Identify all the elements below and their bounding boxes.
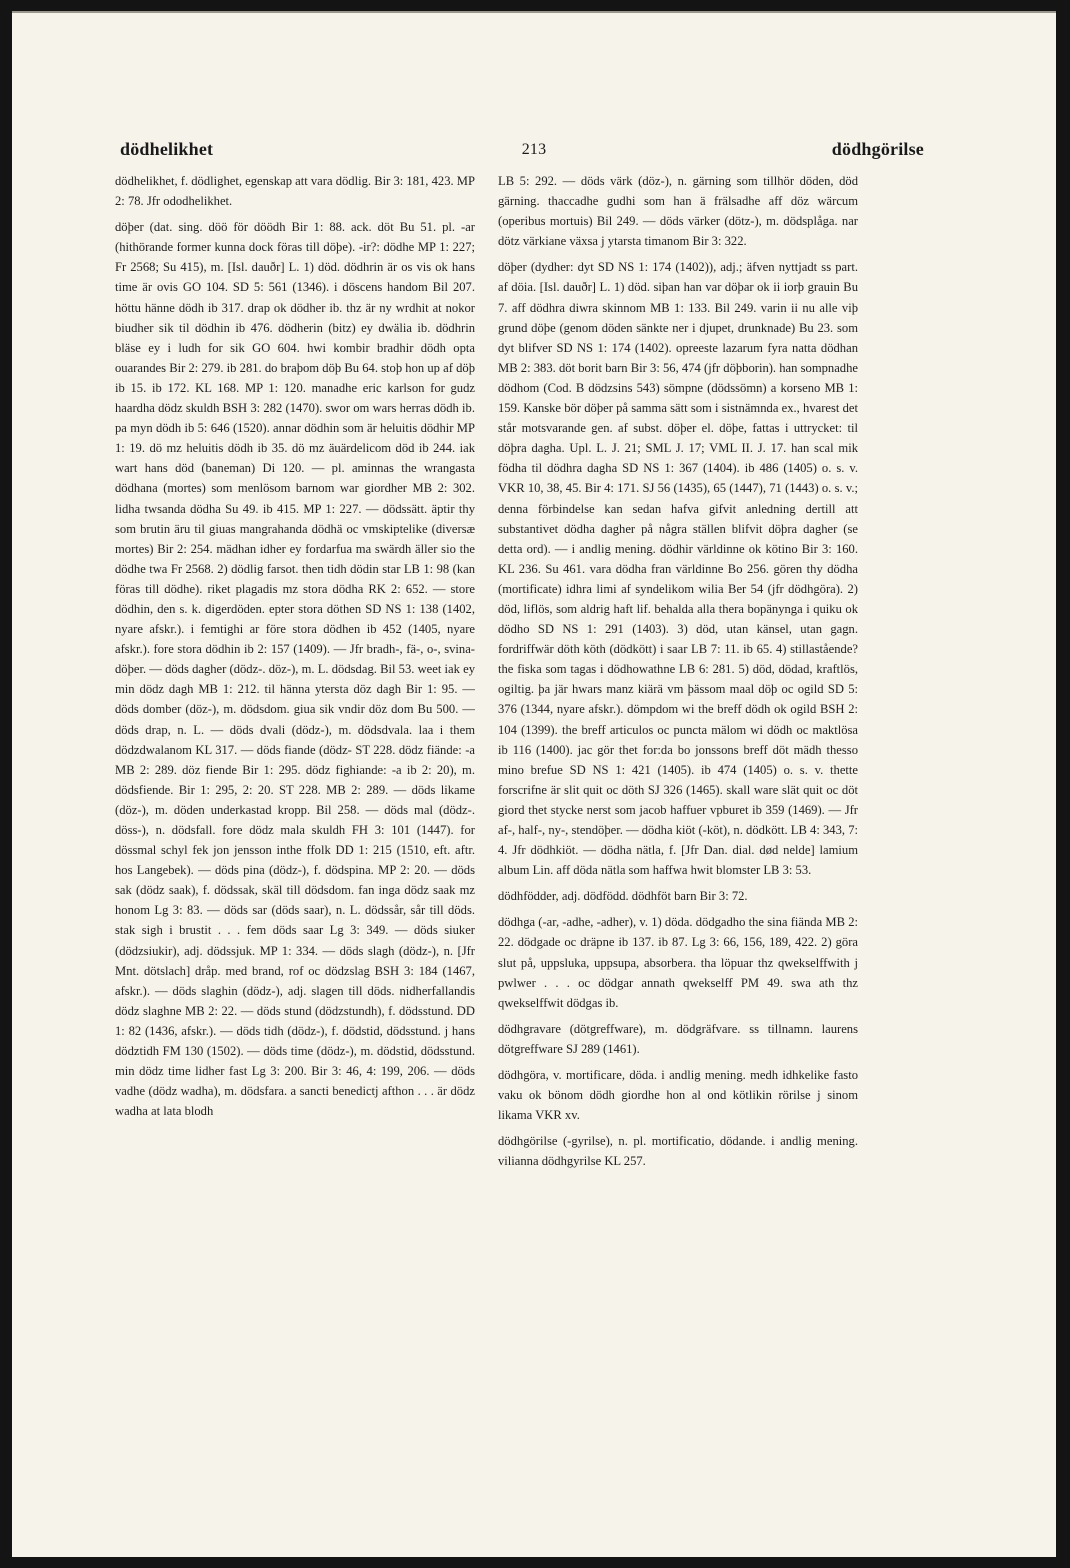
column-left <box>115 171 475 1371</box>
entry-doper-noun: döþer (dat. sing. döö för döödh Bir 1: 88. ack. döt Bu 51. pl. -ar (hithörande former kunna dock föras till döþe). -ir?: dödhe MP 1: 227; Fr 2568; Su 415), m. [Isl. dauðr] L. 1) död. dödhrin är os vis ok hans time är ovis GO 104. SD 5: 561 (1346). i döscens handom Bil 207. höttu hänne dödh ib 317. drap ok dödher ib. thz är ny wrdhit at nokor biudher sik til dödhin ib 476. dödherin (bitz) ey dwälia ib. dödhrin bläse ey i ludh for sik GO 604. hwi kombir bradhir dödh opta ouarandes Bir 2: 279. ib 281. do braþom döþ Bu 64. stoþ hon up af döþ ib 15. ib 172. KL 168. MP 1: 120. manadhe eric karlson for gudz haardha dödz skuldh BSH 3: 282 (1470). swor om wars herras dödh ib. pa myn dödh ib 5: 646 (1520). annar dödhin som är heluitis dödhir MP 1: 19. dö mz heluitis dödh ib 35. dö mz äuärdelicom död ib 244. iak wart hans död (baneman) Di 120. — pl. aminnas the wrangasta dödhana (mortes) som menlösom barnom war giordher MB 2: 302. lidha twsanda dödha Su 49. ib 415. MP 1: 227. — dödssätt. äptir thy som brutin äru til giuas mangrahanda dödhä oc vmskiptelike (diversæ mortes) Bir 2: 254. mädhan idher ey fordarfua ma swärdh äller sio the dödhe twa Fr 2568. 2) dödlig farsot. then tidh dödin star LB 1: 98 (kan föras till dödhe). riket plagadis mz stora dödha RK 2: 652. — store dödhin, den s. k. digerdöden. epter stora döthen SD NS 1: 138 (1402, nyare afskr.). i femtighi ar före stora dödhen ib 452 (1405, nyare afskr.). fore stora dödhin ib 2: 157 (1409). — Jfr bradh-, fä-, o-, svina-döþer. — döds dagher (dödz-. döz-), m. L. dödsdag. Bil 53. weet iak ey min dödz dagh MB 1: 212. til hänna ytersta döz dagh Bir 1: 95. — döds domber (döz-), m. dödsdom. giua sik vndir döz dom Bu 500. — döds drap, n. L. — döds dvali (dödz-), m. dödsdvala. laa i them dödzdwalanom KL 317. — döds fiande (dödz- ST 228. dödz fiände: -a MB 2: 289. döz fiende Bir 1: 295. dödz fighiande: -a ib 2: 20), m. dödsfiende. Bir 1: 295, 2: 20. ST 228. MB 2: 289. — döds likame (döz-), m. döden underkastad kropp. Bil 258. — döds mal (dödz-. döss-), n. dödsfall. fore dödz mala skuldh FH 3: 101 (1447). for dössmal schyl fek jon jensson inthe ffolk DD 1: 215 (1510, eft. aftr. hos Langebek). — döds pina (dödz-), f. dödspina. MP 2: 20. — döds sak (dödz saak), f. dödssak, skäl till dödsdom. fan inga dödz saak mz honom Lg 3: 83. — döds sar (döds saar), n. L. dödssår, sår till döds. stak sigh i brustit . . . fem döds saar Lg 3: 349. — döds siuker (dödzsiukir), adj. dödssjuk. MP 1: 334. — döds slagh (dödz-), n. [Jfr Mnt. dötslach] dråp. med brand, rof oc dödzslag BSH 3: 184 (1467, afskr.). — döds slaghin (dödz-), adj. slagen till döds. nidherfallandis dödz slaghne MB 2: 22. — döds stund (dödzstundh), f. dödsstund. DD 1: 82 (1436, afskr.). — döds tidh (dödz-), f. dödstid, dödsstund. j hans dödztidh FM 130 (1502). — döds time (dödz-), m. dödstid, dödsstund. min dödz time lidher fast Lg 3: 200. Bir 3: 46, 4: 199, 206. — döds vadhe (dödz wadha), m. dödsfara. a sancti benedictj afthon . . . är dödz wadha at lata blodh <box>115 220 475 1119</box>
entry-dodhga: dödhga (-ar, -adhe, -adher), v. 1) döda. dödgadho the sina fiända MB 2: 22. dödgade oc dräpne ib 137. ib 87. Lg 3: 66, 156, 189, 422. 2) göra slut på, uppsluka, uppsupa, absorbera. tha löpuar thz qwekselffwith j pwlwer . . . oc dödgar annath qwekselff PM 49. swa ath thz qwekselffwit dödgas ib. <box>498 915 858 1010</box>
running-head-left: dödhelikhet <box>120 139 214 159</box>
entry-dodhgravare: dödhgravare (dötgreffware), m. dödgräfvare. ss tillnamn. laurens dötgreffware SJ 289 (1461). <box>498 1021 858 1056</box>
entry-doper-adj: döþer (dydher: dyt SD NS 1: 174 (1402)), adj.; äfven nyttjadt ss part. af döia. [Isl. dauðr] L. 1) död. siþan han var döþar ok ii iorþ grauin Bu 7. aff dödhra diwra skinnom MB 1: 133. Bil 249. varin ii nu alle viþ grund döþe (genom döden sänkte ner i djupet, drunknade) Bu 23. som dyt blifver SD NS 1: 174 (1402). opreeste lazarum fyra natta dödhan MB 2: 383. döt borit barn Bir 3: 56, 474 (jfr döþborin). han sompnadhe dödhom (Cod. B dödzsins 543) sömpne (dödssömn) a korseno MB 1: 159. Kanske bör döþer på samma sätt som i sistnämnda ex., hvarest det står motsvarande gen. af subst. döþer el. döþe, fattas i uttrycket: til döþra dagha. Upl. L. J. 21; SML J. 17; VML II. J. 17. han scal mik födha til dödhra dagha SD NS 1: 367 (1404). ib 486 (1405) o. s. v. VKR 10, 38, 45. Bir 4: 171. SJ 56 (1435), 65 (1447), 71 (1443) o. s. v.; denna förbindelse kan sedan hafva gifvit anledning dertill att substantivet dödha dagher på några ställen blifvit döþra dagher (se detta ord). — i andlig mening. dödhir världinne ok kötino Bir 3: 160. KL 236. Su 461. vara dödha fran världinne Bo 256. gören thy dödha (mortificate) idhra limi af syndelikom wilia Ber 54 (jfr dödhgöra). 2) död, liflös, som aldrig haft lif. behalda alla thera bopänynga i quiku ok dödho SD NS 1: 291 (1403). 3) död, utan känsel, utan gagn. fordriffwär döth köth (dödkött) i saar LB 7: 11. ib 65. 4) stillastående? the fiska som tagas i dödhowathne LB 6: 281. 5) död, dödad, kraftlös, ogiltig. þa jär hwars manz kiärä vm þässom maal döþ oc ogild SD 5: 376 (1344, nyare afskr.). dömpdom wi the breff dödh ok ogild BSH 2: 104 (1399). the breff articulos oc puncta mälom wi dödh oc maktlösa ib 116 (1400). jac gör thet for:da bo jonssons breff döt mädh thesso mino brefue SD NS 1: 421 (1405). ib 474 (1405) o. s. v. thette forscrifne är slit quit oc döth SJ 326 (1465). skall ware slät quit oc döt giord thet stycke nerst som jacob haffuer vpburet ib 359 (1469). — Jfr af-, half-, ny-, stendöþer. — dödha kiöt (-köt), n. dödkött. LB 4: 343, 7: 4. Jfr dödhkiöt. — dödha nätla, f. [Jfr Dan. dial. død nelde] lamium album Lin. aff döda nätla som haffwa hwit blomster LB 3: 53. <box>498 260 858 878</box>
dictionary-page <box>12 11 1056 1557</box>
entry-dodhelikhet: dödhelikhet, f. dödlighet, egenskap att vara dödlig. Bir 3: 181, 423. MP 2: 78. Jfr ododhelikhet. <box>115 174 475 209</box>
entry-doper-continuation: LB 5: 292. — döds värk (döz-), n. gärning som tillhör döden, död gärning. thaccadhe gudhi som han ä frälsadhe aff döz wärcum (operibus mortuis) Bil 249. — döds värker (dötz-), m. dödsplåga. nar dötz värkiane växsa j ytarsta timanom Bir 3: 322. <box>498 174 858 249</box>
page-edge <box>12 11 1056 13</box>
entry-dodhgorilse: dödhgörilse (-gyrilse), n. pl. mortificatio, dödande. i andlig mening. vilianna dödhgyrilse KL 257. <box>498 1134 858 1169</box>
page-number: 213 <box>521 141 547 158</box>
entry-dodhgora: dödhgöra, v. mortificare, döda. i andlig mening. medh idhkelike fasto vaku ok bönom dödh giordhe hon al ond kötlikin rörilse j sinom likama VKR xv. <box>498 1068 858 1123</box>
running-head-right: dödhgörilse <box>831 139 924 159</box>
column-right <box>498 171 858 1371</box>
entry-dodhfodder: dödhfödder, adj. dödfödd. dödhföt barn Bir 3: 72. <box>498 889 748 904</box>
